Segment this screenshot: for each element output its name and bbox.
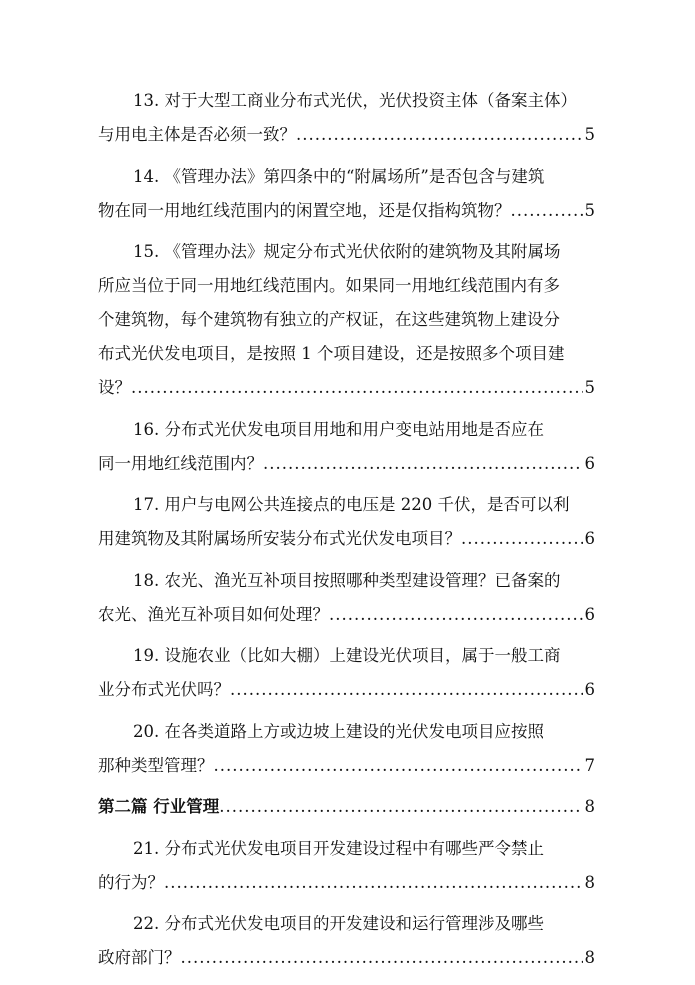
leader-dots bbox=[230, 673, 583, 707]
toc-entry-text: 18. 农光、渔光互补项目按照哪种类型建设管理？已备案的 bbox=[133, 570, 561, 590]
toc-entry-21[interactable] bbox=[98, 832, 595, 900]
toc-entry-text: 15. 《管理办法》规定分布式光伏依附的建筑物及其附属场 bbox=[133, 242, 561, 261]
toc-entry-text: 19. 设施农业（比如大棚）上建设光伏项目，属于一般工商 bbox=[133, 646, 561, 665]
toc-entry-last-line bbox=[98, 673, 595, 707]
table-of-contents bbox=[98, 84, 595, 983]
toc-entry-text: 22. 分布式光伏发电项目的开发建设和运行管理涉及哪些 bbox=[133, 914, 544, 933]
toc-entry-last-line bbox=[98, 447, 595, 481]
page-number: 5 bbox=[584, 125, 595, 144]
toc-entry-last-line bbox=[98, 598, 595, 632]
toc-entry-15[interactable] bbox=[98, 235, 595, 405]
leader-dots bbox=[296, 118, 583, 152]
toc-entry-text: 的行为？ bbox=[98, 872, 164, 892]
toc-entry-text: 20. 在各类道路上方或边坡上建设的光伏发电项目应按照 bbox=[133, 721, 544, 741]
toc-entry-text: 所应当位于同一用地红线范围内。如果同一用地红线范围内有多 bbox=[98, 276, 560, 295]
toc-section-line bbox=[98, 790, 595, 824]
toc-entry-text: 布式光伏发电项目，是按照 1 个项目建设，还是按照多个项目建 bbox=[98, 344, 565, 363]
leader-dots bbox=[214, 749, 583, 783]
toc-entry-text: 农光、渔光互补项目如何处理？ bbox=[98, 604, 329, 624]
section-title: 第二篇 行业管理 bbox=[98, 797, 220, 816]
toc-entry-text: 21. 分布式光伏发电项目开发建设过程中有哪些严令禁止 bbox=[133, 838, 544, 858]
page-number: 8 bbox=[584, 872, 595, 892]
toc-entry-22[interactable] bbox=[98, 907, 595, 975]
page-number: 5 bbox=[584, 378, 595, 397]
leader-dots bbox=[164, 866, 583, 900]
toc-entry-text: 与用电主体是否必须一致？ bbox=[98, 125, 296, 144]
page-number: 6 bbox=[584, 529, 595, 548]
toc-entry-18[interactable] bbox=[98, 564, 595, 632]
toc-entry-last-line bbox=[98, 866, 595, 900]
leader-dots bbox=[329, 598, 583, 632]
toc-entry-text: 物在同一用地红线范围内的闲置空地，还是仅指构筑物？ bbox=[98, 200, 511, 220]
toc-entry-last-line bbox=[98, 522, 595, 556]
toc-entry-text: 14. 《管理办法》第四条中的“附属场所”是否包含与建筑 bbox=[133, 166, 545, 186]
page-number: 7 bbox=[584, 755, 595, 775]
toc-entry-14[interactable] bbox=[98, 160, 595, 228]
toc-entry-text: 个建筑物，每个建筑物有独立的产权证，在这些建筑物上建设分 bbox=[98, 310, 560, 329]
toc-entry-text: 设？ bbox=[98, 378, 131, 397]
toc-entry-text: 同一用地红线范围内？ bbox=[98, 453, 263, 473]
leader-dots bbox=[131, 371, 583, 405]
toc-entry-17[interactable] bbox=[98, 488, 595, 556]
toc-section-heading[interactable] bbox=[98, 790, 595, 824]
toc-entry-last-line bbox=[98, 941, 595, 975]
toc-entry-last-line bbox=[98, 749, 595, 783]
leader-dots bbox=[461, 522, 583, 556]
page-number: 6 bbox=[584, 453, 595, 473]
page-number: 8 bbox=[584, 948, 595, 967]
toc-entry-text: 13. 对于大型工商业分布式光伏，光伏投资主体（备案主体） bbox=[133, 91, 577, 110]
toc-entry-text: 17. 用户与电网公共连接点的电压是 220 千伏，是否可以利 bbox=[133, 495, 570, 514]
toc-entry-text: 业分布式光伏吗？ bbox=[98, 680, 230, 699]
leader-dots bbox=[219, 790, 582, 824]
toc-entry-last-line bbox=[98, 371, 595, 405]
toc-entry-19[interactable] bbox=[98, 639, 595, 707]
page-number: 8 bbox=[584, 797, 595, 816]
leader-dots bbox=[181, 941, 583, 975]
toc-entry-text: 16. 分布式光伏发电项目用地和用户变电站用地是否应在 bbox=[133, 419, 544, 439]
page-number: 5 bbox=[584, 200, 595, 220]
page-number: 6 bbox=[584, 604, 595, 624]
toc-entry-last-line bbox=[98, 118, 595, 152]
toc-entry-text: 那种类型管理？ bbox=[98, 755, 214, 775]
toc-entry-last-line bbox=[98, 194, 595, 228]
toc-entry-20[interactable] bbox=[98, 715, 595, 783]
toc-entry-text: 政府部门？ bbox=[98, 948, 181, 967]
page-number: 6 bbox=[584, 680, 595, 699]
toc-entry-text: 用建筑物及其附属场所安装分布式光伏发电项目？ bbox=[98, 529, 461, 548]
leader-dots bbox=[263, 447, 583, 481]
leader-dots bbox=[511, 194, 583, 228]
toc-entry-13[interactable] bbox=[98, 84, 595, 152]
toc-entry-16[interactable] bbox=[98, 413, 595, 481]
